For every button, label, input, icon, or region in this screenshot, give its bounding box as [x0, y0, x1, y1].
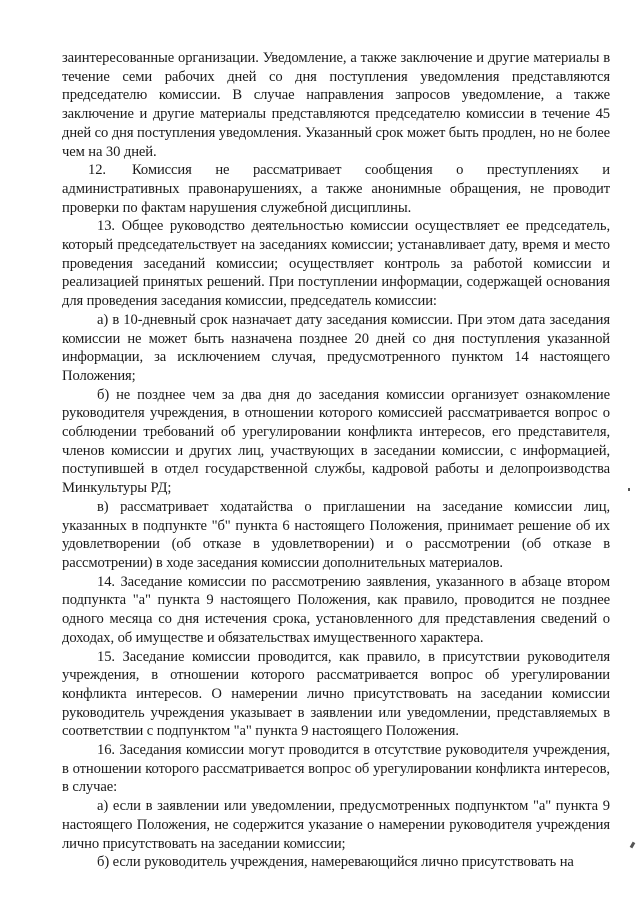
paragraph-13-a: а) в 10-дневный срок назначает дату заседания комиссии. При этом дата заседания комиссии не может быть назначена позднее 20 дней со дня поступления указанной информации, за исключением случая, предусмотренного пунктом 14 настоящего Положения;	[62, 311, 610, 384]
paragraph-16-b: б) если руководитель учреждения, намеревающийся лично присутствовать на	[97, 854, 574, 871]
paragraph-number: 12.	[88, 162, 106, 179]
paragraph-14: 14. Заседание комиссии по рассмотрению заявления, указанного в абзаце втором подпункта "а" пункта 9 настоящего Положения, как правило, проводится не позднее одного месяца со дня истечения срока, установленного для представления сведений о доходах, об имуществе и обязательствах имущественного характера.	[62, 573, 610, 646]
paragraph-16-a: а) если в заявлении или уведомлении, предусмотренных подпунктом "а" пункта 9 настоящего Положения, не содержится указание о намерении руководителя учреждения лично присутствовать на заседании комиссии;	[62, 798, 610, 852]
paragraph-13-b: б) не позднее чем за два дня до заседания комиссии организует ознакомление руководителя учреждения, в отношении которого комиссией рассматривается вопрос о соблюдении требований об урегулировании конфликта интересов, его представителя, членов комиссии и других лиц, участвующих в заседании комиссии, с информацией, поступившей в отдел государственной службы, кадровой работы и делопроизводства Минкультуры РД;	[62, 386, 610, 497]
paragraph-13: 13. Общее руководство деятельностью комиссии осуществляет ее председатель, который председательствует на заседаниях комиссии; устанавливает дату, время и место проведения заседаний комиссии; осуществляет контроль за работой комиссии и реализацией принятых решений. При поступлении информации, содержащей основания для проведения заседания комиссии, председатель комиссии:	[62, 218, 610, 310]
paragraph-13-v: в) рассматривает ходатайства о приглашении на заседание комиссии лиц, указанных в подпункте "б" пункта 6 настоящего Положения, принимает решение об их удовлетворении (об отказе в удовлетворении) и о рассмотрении (об отказе в рассмотрении) в ходе заседания комиссии дополнительных материалов.	[62, 498, 610, 571]
paragraph-continuation: заинтересованные организации. Уведомление, а также заключение и другие материалы в течение семи рабочих дней со дня поступления уведомления представляются председателю комиссии. В случае направления запросов уведомление, а также заключение и другие материалы представляются председателю комиссии в течение 45 дней со дня поступления уведомления. Указанный срок может быть продлен, но не более чем на 30 дней.	[62, 50, 610, 160]
paragraph-15: 15. Заседание комиссии проводится, как правило, в присутствии руководителя учреждения, в отношении которого рассматривается вопрос об урегулировании конфликта интересов. О намерении лично присутствовать на заседании комиссии руководитель учреждения указывает в заявлении или уведомлении, представляемых в соответствии с подпунктом "а" пункта 9 настоящего Положения.	[62, 648, 610, 740]
paragraph-16: 16. Заседания комиссии могут проводится в отсутствие руководителя учреждения, в отношении которого рассматривается вопрос об урегулировании конфликта интересов, в случае:	[62, 742, 610, 796]
document-page	[62, 49, 610, 872]
scan-speck	[630, 842, 636, 849]
paragraph-12-text: Комиссия не рассматривает сообщения о преступлениях и административных правонарушениях, а также анонимные обращения, не проводит проверки по фактам нарушения служебной дисциплины.	[62, 162, 610, 216]
scan-speck	[628, 488, 630, 491]
paragraph-12	[62, 161, 610, 217]
